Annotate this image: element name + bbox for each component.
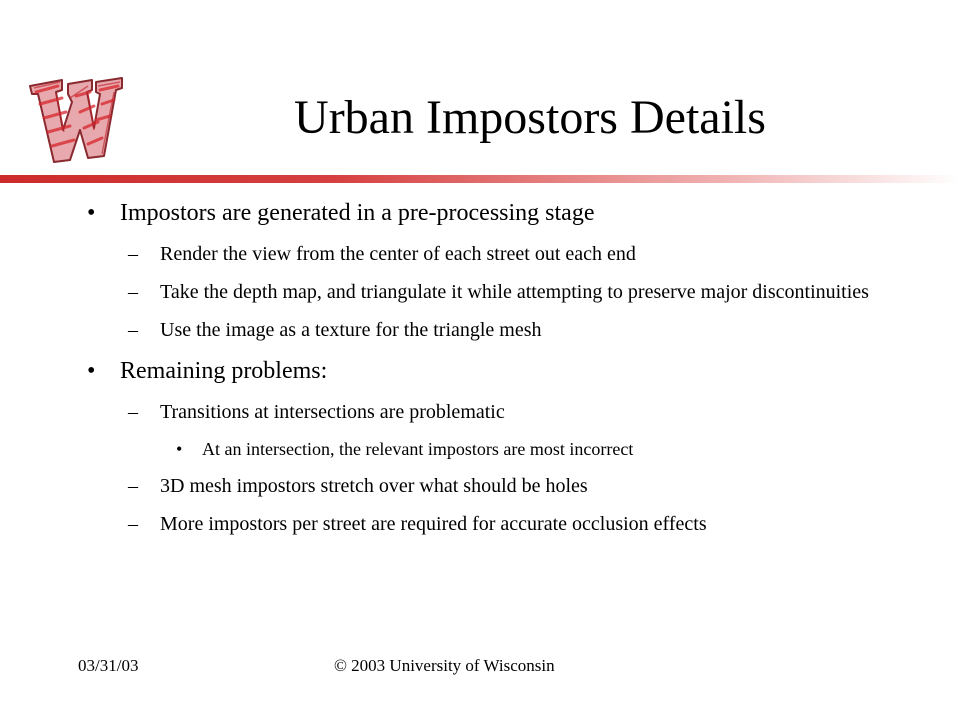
slide-title: Urban Impostors Details	[294, 91, 766, 144]
sub-bullet-text: Render the view from the center of each street out each end	[160, 243, 636, 265]
sub-bullet-item	[0, 317, 895, 343]
sub-bullet-item	[0, 473, 895, 499]
bullet-text: Impostors are generated in a pre-processing stage	[120, 200, 595, 226]
bullet-marker: •	[176, 439, 183, 459]
sub-bullet-item	[0, 511, 895, 537]
sub-sub-bullet-item	[0, 437, 960, 461]
sub-bullet-item	[0, 241, 895, 267]
university-w-logo	[26, 72, 126, 164]
slide-content	[0, 197, 960, 549]
bullet-item	[0, 355, 960, 387]
bullet-item	[0, 197, 960, 229]
title-divider	[0, 175, 960, 183]
sub-bullet-text: Use the image as a texture for the triangle mesh	[160, 319, 542, 341]
dash-marker: –	[128, 243, 138, 265]
bullet-marker: •	[87, 358, 96, 384]
dash-marker: –	[128, 401, 138, 423]
sub-sub-bullet-text: At an intersection, the relevant impostors are most incorrect	[202, 439, 634, 459]
bullet-text: Remaining problems:	[120, 358, 328, 384]
bullet-marker: •	[87, 200, 96, 226]
sub-bullet-text: More impostors per street are required for accurate occlusion effects	[160, 513, 707, 535]
sub-bullet-item	[0, 399, 895, 425]
sub-bullet-text: 3D mesh impostors stretch over what should be holes	[160, 475, 588, 497]
dash-marker: –	[128, 513, 138, 535]
dash-marker: –	[128, 281, 138, 303]
dash-marker: –	[128, 319, 138, 341]
footer-copyright: © 2003 University of Wisconsin	[334, 656, 555, 675]
sub-bullet-text: Take the depth map, and triangulate it while attempting to preserve major discontinuities	[160, 281, 869, 303]
sub-bullet-item	[0, 279, 895, 305]
dash-marker: –	[128, 475, 138, 497]
sub-bullet-text: Transitions at intersections are problematic	[160, 401, 505, 423]
footer-date: 03/31/03	[78, 656, 139, 675]
